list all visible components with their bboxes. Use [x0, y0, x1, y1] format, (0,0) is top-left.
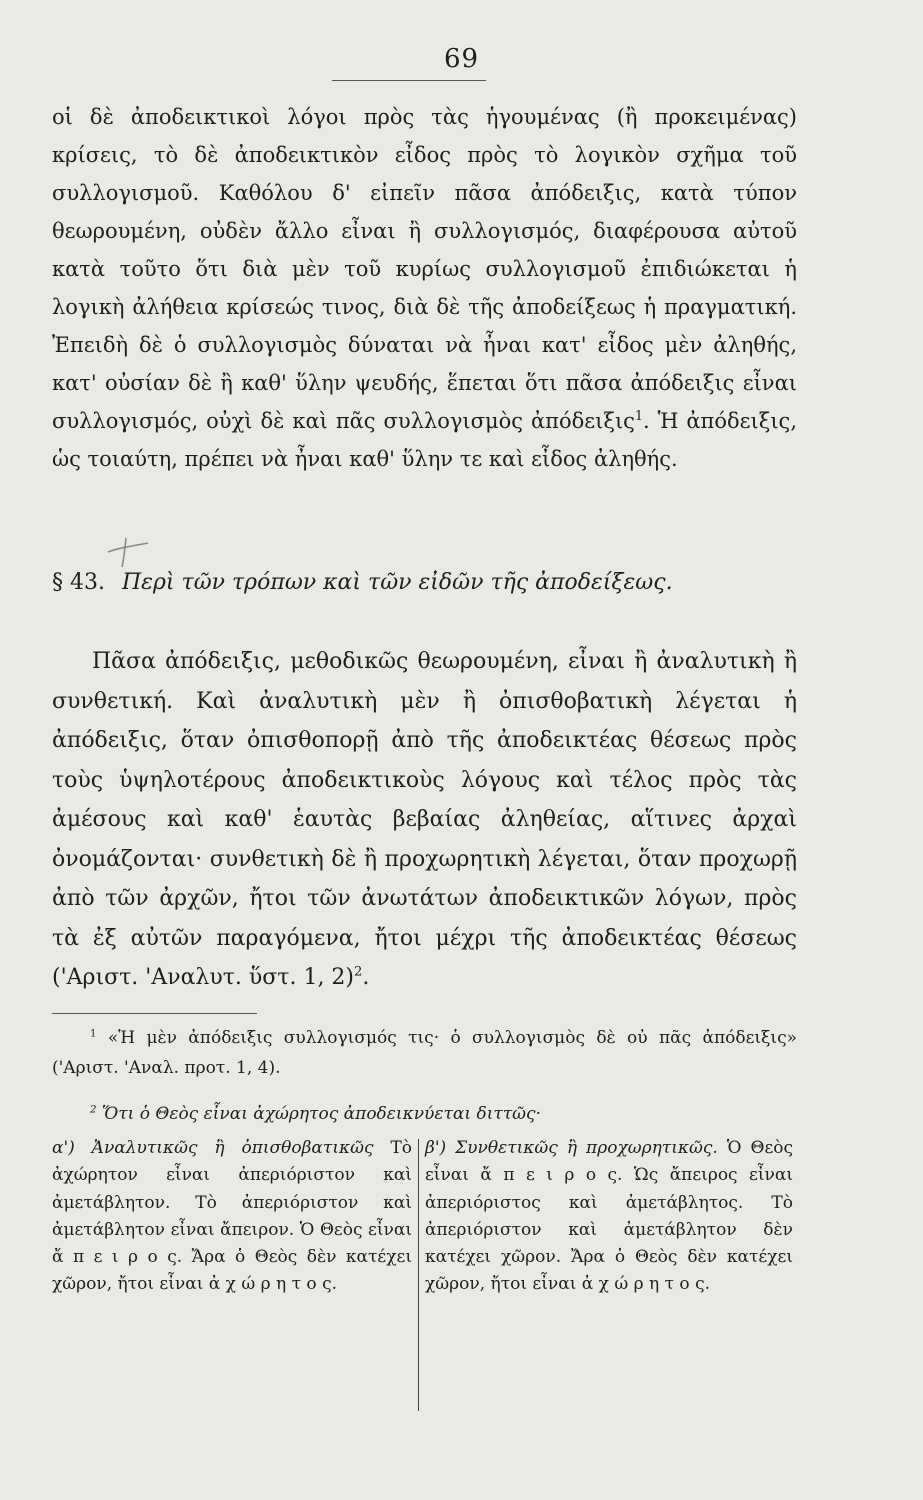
right-column-text: Ὁ Θεὸς εἶναι ἄ π ε ι ρ ο ς. Ὡς ἄπειρος εἶναι ἀπεριόριστος καὶ ἀμετάβλητος. Τὸ ἀπεριόριστον καὶ ἀμετάβλητον δὲν κατέχει χῶρον. Ἄρα ὁ Θεὸς δὲν κατέχει χῶρον, ἤτοι εἶναι ἀ χ ώ ρ η τ ο ς.	[425, 1138, 794, 1295]
pencil-mark-icon	[104, 534, 150, 568]
paragraph-2-end: .	[362, 965, 370, 990]
section-mark: § 43.	[52, 570, 105, 595]
footnote-1-number: 1	[90, 1028, 97, 1040]
footnote-1	[52, 1023, 797, 1083]
footnote-2-text: Ὅτι ὁ Θεὸς εἶναι ἀχώρητος ἀποδεικνύεται διττῶς·	[101, 1104, 541, 1124]
section-heading	[52, 564, 797, 602]
paragraph-2-text: Πᾶσα ἀπόδειξις, μεθοδικῶς θεωρουμένη, εἶναι ἢ ἀναλυτικὴ ἢ συνθετική. Καὶ ἀναλυτικὴ μὲν ἢ ὀπισθοβατικὴ λέγεται ἡ ἀπόδειξις, ὅταν ὀπισθοπορῇ ἀπὸ τῆς ἀποδεικτέας θέσεως πρὸς τοὺς ὑψηλοτέρους ἀποδεικτικοὺς λόγους καὶ τέλος πρὸς τὰς ἀμέσους καὶ καθ' ἑαυτὰς βεβαίας ἀληθείας, αἵτινες ἀρχαὶ ὀνομάζονται· συνθετικὴ δὲ ἢ προχωρητικὴ λέγεται, ὅταν προχωρῇ ἀπὸ τῶν ἀρχῶν, ἤτοι τῶν ἀνωτάτων ἀποδεικτικῶν λόγων, πρὸς τὰ ἐξ αὐτῶν παραγόμενα, ἤτοι μέχρι τῆς ἀποδεικτέας θέσεως ('Αριστ. 'Αναλυτ. ὕστ. 1, 2)	[52, 649, 797, 990]
footnote-rule	[52, 1013, 257, 1014]
page-number: 69	[443, 44, 480, 74]
section-title: Περὶ τῶν τρόπων καὶ τῶν εἰδῶν τῆς ἀποδείξεως.	[121, 570, 673, 595]
left-column	[52, 1135, 412, 1299]
paragraph-2	[52, 642, 797, 998]
footnote-2-number: 2	[90, 1104, 97, 1116]
footnote-2	[90, 1099, 790, 1129]
footnote-ref-1: 1	[634, 408, 643, 423]
footnote-ref-2: 2	[354, 964, 363, 980]
paragraph-1-end: . Ἡ ἀπόδειξις, ὡς τοιαύτη, πρέπει νὰ ἦναι καθ' ὕλην τε καὶ εἶδος ἀληθής.	[52, 409, 797, 471]
footnote-1-text: «Ἡ μὲν ἀπόδειξις συλλογισμός τις· ὁ συλλογισμὸς δὲ οὐ πᾶς ἀπόδειξις» ('Αριστ. 'Αναλ. προτ. 1, 4).	[52, 1028, 798, 1078]
page-number-rule	[332, 80, 486, 81]
left-column-text: Τὸ ἀχώρητον εἶναι ἀπεριόριστον καὶ ἀμετάβλητον. Τὸ ἀπεριόριστον καὶ ἀμετάβλητον εἶναι ἄπειρον. Ὁ Θεὸς εἶναι ἄ π ε ι ρ ο ς. Ἄρα ὁ Θεὸς δὲν κατέχει χῶρον, ἤτοι εἶναι ἀ χ ώ ρ η τ ο ς.	[52, 1138, 413, 1295]
paragraph-1-text: οἱ δὲ ἀποδεικτικοὶ λόγοι πρὸς τὰς ἡγουμένας (ἢ προκειμένας) κρίσεις, τὸ δὲ ἀποδεικτικὸν εἶδος πρὸς τὸ λογικὸν σχῆμα τοῦ συλλογισμοῦ. Καθόλου δ' εἰπεῖν πᾶσα ἀπόδειξις, κατὰ τύπον θεωρουμένη, οὐδὲν ἄλλο εἶναι ἢ συλλογισμός, διαφέρουσα αὐτοῦ κατὰ τοῦτο ὅτι διὰ μὲν τοῦ κυρίως συλλογισμοῦ ἐπιδιώκεται ἡ λογικὴ ἀλήθεια κρίσεώς τινος, διὰ δὲ τῆς ἀποδείξεως ἡ πραγματική. Ἐπειδὴ δὲ ὁ συλλογισμὸς δύναται νὰ ἦναι κατ' εἶδος μὲν ἀληθής, κατ' οὐσίαν δὲ ἢ καθ' ὕλην ψευδής, ἕπεται ὅτι πᾶσα ἀπόδειξις εἶναι συλλογισμός, οὐχὶ δὲ καὶ πᾶς συλλογισμὸς ἀπόδειξις	[52, 105, 797, 433]
right-column-heading: β') Συνθετικῶς ἢ προχωρητικῶς.	[425, 1138, 718, 1158]
column-divider	[418, 1139, 419, 1411]
left-column-heading: α') Ἀναλυτικῶς ἢ ὀπισθοβατικῶς	[52, 1138, 374, 1158]
paragraph-1	[52, 98, 797, 478]
right-column	[425, 1135, 793, 1299]
footnote-columns	[52, 1135, 797, 1425]
